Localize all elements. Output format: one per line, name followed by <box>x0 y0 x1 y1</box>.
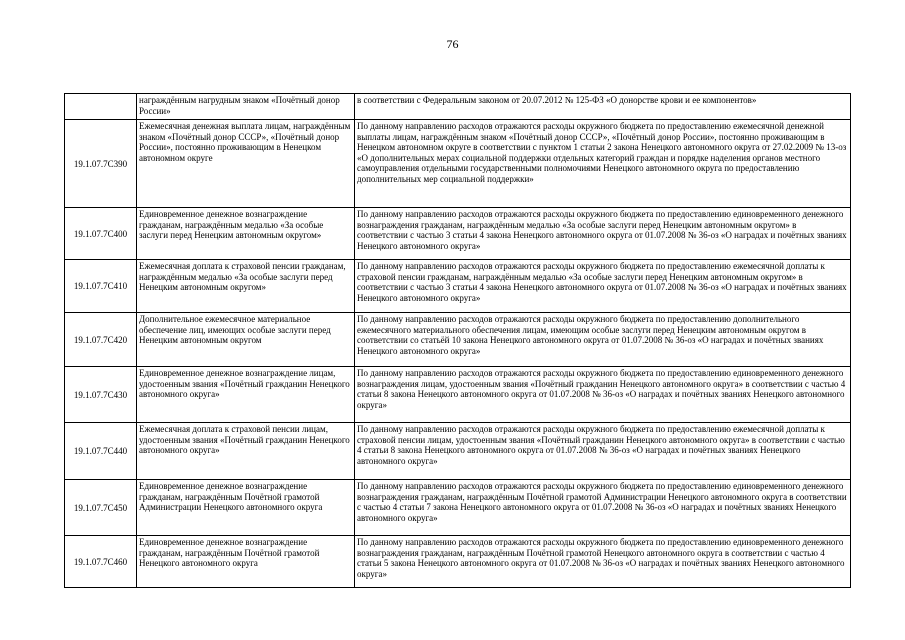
expense-name-cell: Ежемесячная доплата к страховой пенсии лицам, удостоенным звания «Почётный гражданин Ненецкого автономного округа» <box>137 423 355 480</box>
expense-description-cell: По данному направлению расходов отражаются расходы окружного бюджета по предоставлению единовременного денежного вознаграждения гражданам, награждённым Почётной грамотой Ненецкого автономного округа в соответствии с частью 4 статьи 5 закона Ненецкого автономного округа от 01.07.2008 № 36-оз «О наградах и почётных званиях Ненецкого автономного округа» <box>355 536 851 588</box>
expense-code-cell: 19.1.07.7С410 <box>65 260 137 313</box>
expense-code-cell: 19.1.07.7С420 <box>65 313 137 367</box>
expense-description-cell: По данному направлению расходов отражаются расходы окружного бюджета по предоставлению ежемесячной доплаты к страховой пенсии гражданам, награждённым медалью «За особые заслуги перед Ненецким автономным округом» в соответствии с частью 3 статьи 4 закона Ненецкого автономного округа от 01.07.2008 № 36-оз «О наградах и почётных званиях Ненецкого автономного округа» <box>355 260 851 313</box>
expense-description-cell: По данному направлению расходов отражаются расходы окружного бюджета по предоставлению ежемесячной денежной выплаты лицам, награждённым знаком «Почётный донор СССР», «Почётный донор России», постоянно проживающим в Ненецком автономном округе в соответствии с пунктом 1 статьи 2 закона Ненецкого автономного округа от 27.02.2009 № 13-оз «О дополнительных мерах социальной поддержки отдельных категорий граждан и порядке наделения органов местного самоуправления отдельными государственными полномочиями Ненецкого автономного округа по предоставлению дополнительных мер социальной поддержки» <box>355 120 851 208</box>
expense-name-cell: Единовременное денежное вознаграждение гражданам, награждённым Почётной грамотой Администрации Ненецкого автономного округа <box>137 480 355 536</box>
table-row <box>65 313 851 367</box>
table-row <box>65 480 851 536</box>
expense-code-cell: 19.1.07.7С430 <box>65 367 137 423</box>
expense-name-cell: Дополнительное ежемесячное материальное обеспечение лиц, имеющих особые заслуги перед Ненецким автономным округом <box>137 313 355 367</box>
expense-name-cell: Ежемесячная денежная выплата лицам, награждённым знаком «Почётный донор СССР», «Почётный донор России», постоянно проживающим в Ненецком автономном округе <box>137 120 355 208</box>
expense-name-cell: Единовременное денежное вознаграждение гражданам, награждённым медалью «За особые заслуги перед Ненецким автономным округом» <box>137 208 355 260</box>
expense-description-cell: По данному направлению расходов отражаются расходы окружного бюджета по предоставлению ежемесячной доплаты к страховой пенсии лицам, удостоенным звания «Почётный гражданин Ненецкого автономного округа» в соответствии с частью 4 статьи 8 закона Ненецкого автономного округа от 01.07.2008 № 36-оз «О наградах и почётных званиях Ненецкого автономного округа» <box>355 423 851 480</box>
expense-name-cell: Ежемесячная доплата к страховой пенсии гражданам, награждённым медалью «За особые заслуги перед Ненецким автономным округом» <box>137 260 355 313</box>
expense-code-cell: 19.1.07.7С390 <box>65 120 137 208</box>
table-row <box>65 260 851 313</box>
expense-description-cell: По данному направлению расходов отражаются расходы окружного бюджета по предоставлению единовременного денежного вознаграждения лицам, удостоенным звания «Почётный гражданин Ненецкого автономного округа» в соответствии с частью 4 статьи 8 закона Ненецкого автономного округа от 01.07.2008 № 36-оз «О наградах и почётных званиях Ненецкого автономного округа» <box>355 367 851 423</box>
expense-name-cell: Единовременное денежное вознаграждение лицам, удостоенным звания «Почётный гражданин Ненецкого автономного округа» <box>137 367 355 423</box>
expense-description-cell: в соответствии с Федеральным законом от 20.07.2012 № 125-ФЗ «О донорстве крови и ее компонентов» <box>355 94 851 120</box>
table-row <box>65 423 851 480</box>
expense-description-cell: По данному направлению расходов отражаются расходы окружного бюджета по предоставлению единовременного денежного вознаграждения гражданам, награждённым медалью «За особые заслуги перед Ненецким автономным округом» в соответствии с частью 3 статьи 4 закона Ненецкого автономного округа от 01.07.2008 № 36-оз «О наградах и почётных званиях Ненецкого автономного округа» <box>355 208 851 260</box>
expense-code-cell: 19.1.07.7С440 <box>65 423 137 480</box>
table-row <box>65 208 851 260</box>
expense-description-cell: По данному направлению расходов отражаются расходы окружного бюджета по предоставлению дополнительного ежемесячного материального обеспечения лицам, имеющим особые заслуги перед Ненецким автономным округом в соответствии со статьёй 10 закона Ненецкого автономного округа от 01.07.2008 № 36-оз «О наградах и почётных званиях Ненецкого автономного округа» <box>355 313 851 367</box>
table-row <box>65 367 851 423</box>
table-row <box>65 536 851 588</box>
expense-code-cell: 19.1.07.7С460 <box>65 536 137 588</box>
expense-name-cell: награждённым нагрудным знаком «Почётный донор России» <box>137 94 355 120</box>
page-number: 76 <box>446 37 459 51</box>
expense-name-cell: Единовременное денежное вознаграждение гражданам, награждённым Почётной грамотой Ненецкого автономного округа <box>137 536 355 588</box>
expense-code-cell <box>65 94 137 120</box>
expense-code-cell: 19.1.07.7С450 <box>65 480 137 536</box>
expense-code-cell: 19.1.07.7С400 <box>65 208 137 260</box>
expense-codes-table <box>64 93 851 588</box>
table-row <box>65 120 851 208</box>
expense-description-cell: По данному направлению расходов отражаются расходы окружного бюджета по предоставлению единовременного денежного вознаграждения гражданам, награждённым Почётной грамотой Администрации Ненецкого автономного округа в соответствии с частью 4 статьи 7 закона Ненецкого автономного округа от 01.07.2008 № 36-оз «О наградах и почётных званиях Ненецкого автономного округа» <box>355 480 851 536</box>
table-row <box>65 94 851 120</box>
